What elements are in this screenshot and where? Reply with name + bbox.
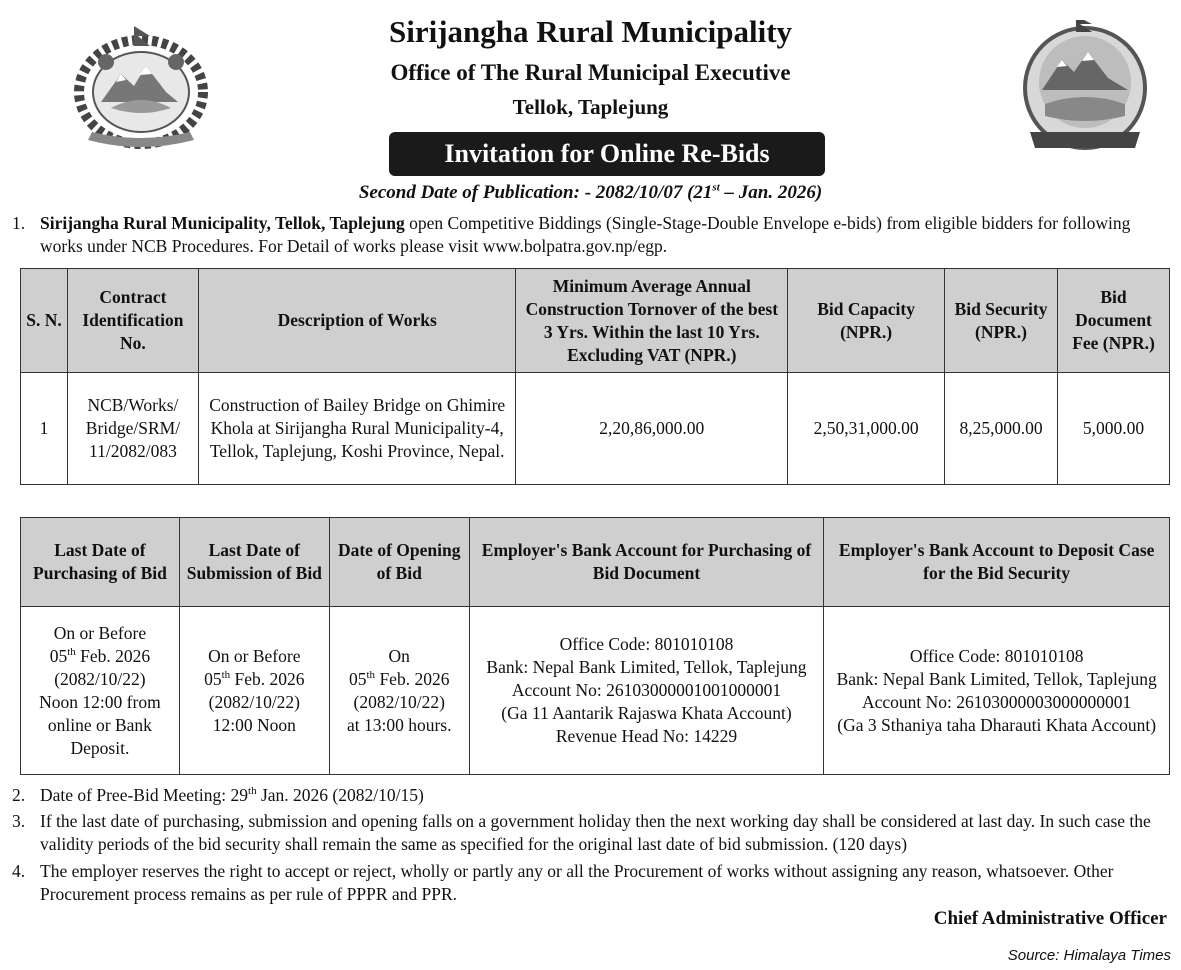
notice-banner: Invitation for Online Re-Bids [389, 132, 825, 176]
cell-description: Construction of Bailey Bridge on Ghimire Khola at Sirijangha Rural Municipality-4, Tellok, Taplejung, Koshi Province, Nepal. [198, 373, 516, 485]
intro-paragraph: 1. Sirijangha Rural Municipality, Tellok, Taplejung open Competitive Biddings (Single-Stage-Double Envelope e-bids) from eligible bidders for following works under NCB Procedures. For Detail of works please visit www.bolpatra.gov.np/egp. [12, 213, 1131, 256]
cell-contract-id: NCB/Works/ Bridge/SRM/ 11/2082/083 [67, 373, 198, 485]
works-table [20, 268, 1170, 485]
header-bid-security: Bid Security (NPR.) [945, 269, 1058, 373]
cell-min-turnover: 2,20,86,000.00 [516, 373, 788, 485]
header-description: Description of Works [198, 269, 516, 373]
header-min-turnover: Minimum Average Annual Construction Tornover of the best 3 Yrs. Within the last 10 Yrs. Excluding VAT (NPR.) [516, 269, 788, 373]
note-item: 4. The employer reserves the right to accept or reject, wholly or partly any or all the Procurement of works without assigning any reason, whatsoever. Other Procurement process remains as per rule of PPPR and PPR. [12, 861, 1114, 904]
note-item: 3. If the last date of purchasing, submission and opening falls on a government holiday then the next working day shall be considered at last day. In such case the validity periods of the bid security shall remain the same as specified for the original last date of bid submission. (120 days) [12, 811, 1151, 854]
cell-bank-purchase: Office Code: 801010108 Bank: Nepal Bank Limited, Tellok, Taplejung Account No: 26103000001001000001 (Ga 11 Aantarik Rajaswa Khata Account) Revenue Head No: 14229 [469, 607, 824, 775]
header-sn: S. N. [21, 269, 68, 373]
office-location: Tellok, Taplejung [512, 95, 669, 119]
cell-bid-capacity: 2,50,31,000.00 [788, 373, 945, 485]
header-purchase-date: Last Date of Purchasing of Bid [21, 518, 180, 607]
header-submission-date: Last Date of Submission of Bid [179, 518, 329, 607]
header-bid-capacity: Bid Capacity (NPR.) [788, 269, 945, 373]
cell-submission-date: On or Before 05th Feb. 2026 (2082/10/22) 12:00 Noon [179, 607, 329, 775]
dates-bank-table [20, 517, 1170, 775]
table-row [21, 373, 1170, 485]
cell-doc-fee: 5,000.00 [1058, 373, 1170, 485]
table-row [21, 607, 1170, 775]
header-opening-date: Date of Opening of Bid [329, 518, 469, 607]
table-header-row [21, 518, 1170, 607]
cell-opening-date: On 05th Feb. 2026 (2082/10/22) at 13:00 hours. [329, 607, 469, 775]
source-credit: Source: Himalaya Times [1007, 947, 1171, 964]
office-title: Office of The Rural Municipal Executive [390, 60, 791, 85]
note-item: 2. Date of Pree-Bid Meeting: 29th Jan. 2026 (2082/10/15) [12, 785, 424, 805]
table-header-row [21, 269, 1170, 373]
header-bank-purchase: Employer's Bank Account for Purchasing of Bid Document [469, 518, 824, 607]
cell-bank-security: Office Code: 801010108 Bank: Nepal Bank Limited, Tellok, Taplejung Account No: 26103000003000000001 (Ga 3 Sthaniya taha Dharauti Khata Account) [824, 607, 1170, 775]
signature: Chief Administrative Officer [933, 908, 1167, 929]
header-contract-id: Contract Identification No. [67, 269, 198, 373]
cell-purchase-date: On or Before 05th Feb. 2026 (2082/10/22) Noon 12:00 from online or Bank Deposit. [21, 607, 180, 775]
header-bank-security: Employer's Bank Account to Deposit Case for the Bid Security [824, 518, 1170, 607]
header-doc-fee: Bid Document Fee (NPR.) [1058, 269, 1170, 373]
cell-sn: 1 [21, 373, 68, 485]
publication-date: Second Date of Publication: - 2082/10/07 (21st – Jan. 2026) [358, 181, 823, 203]
municipality-title: Sirijangha Rural Municipality [388, 14, 793, 49]
cell-bid-security: 8,25,000.00 [945, 373, 1058, 485]
